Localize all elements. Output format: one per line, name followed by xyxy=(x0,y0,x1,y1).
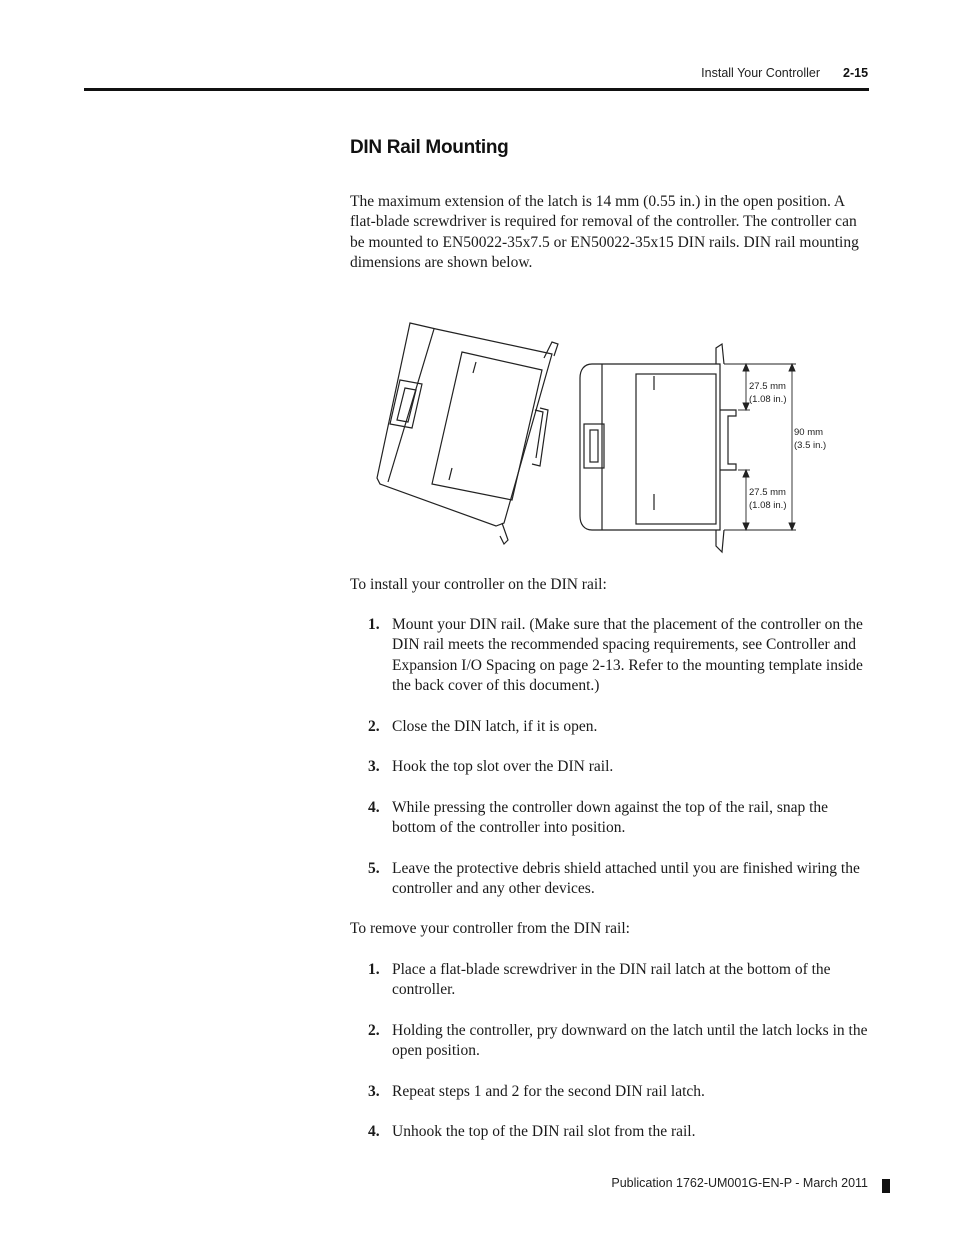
arrow xyxy=(789,364,795,371)
front-latch-top xyxy=(716,344,724,364)
tilted-latch-bottom xyxy=(500,523,508,544)
tilted-connector-inner xyxy=(397,388,416,422)
front-controller-panel xyxy=(636,374,716,524)
section-title: DIN Rail Mounting xyxy=(350,137,509,158)
front-connector-inner xyxy=(590,430,598,462)
arrow xyxy=(743,523,749,530)
tilted-controller-front-edge xyxy=(388,329,434,482)
tilted-controller-panel xyxy=(432,352,542,500)
remove-lead: To remove your controller from the DIN rail: xyxy=(350,920,630,937)
install-step: 1. Mount your DIN rail. (Make sure that the placement of the controller on the DIN rail meets the recommended spacing requirements, see Controller and Expansion I/O Spacing on page 2-13. Refer to the mounting template inside the back cover of this document.) xyxy=(368,616,863,694)
running-header: Install Your Controller xyxy=(701,66,820,80)
page-number: 2-15 xyxy=(843,66,869,80)
dim-bottom-label: 27.5 mm (1.08 in.) xyxy=(749,487,787,511)
din-rail-drawing xyxy=(372,318,852,554)
tilted-panel-slot-bottom xyxy=(449,468,452,480)
remove-step: 1. Place a flat-blade screwdriver in the DIN rail latch at the bottom of the controller. xyxy=(368,961,831,999)
arrow xyxy=(789,523,795,530)
install-step: 4. While pressing the controller down against the top of the rail, snap the bottom of the controller into position. xyxy=(368,799,829,837)
intro-paragraph: The maximum extension of the latch is 14 mm (0.55 in.) in the open position. A flat-blade screwdriver is required for removal of the controller. The controller can be mounted to EN50022-35x7.5 or EN50022-35x15 DIN rails. DIN rail mounting dimensions are shown below. xyxy=(350,193,859,271)
front-rail xyxy=(720,410,736,470)
arrow xyxy=(743,470,749,477)
publication-footer: Publication 1762-UM001G-EN-P - March 2011 xyxy=(611,1176,868,1190)
header-rule xyxy=(84,88,869,91)
remove-step: 2. Holding the controller, pry downward on the latch until the latch locks in the open position. xyxy=(368,1022,868,1060)
front-connector xyxy=(584,424,604,468)
front-latch-bottom xyxy=(716,530,724,552)
footer-edge-mark xyxy=(882,1179,890,1193)
install-lead: To install your controller on the DIN rail: xyxy=(350,576,607,593)
install-step: 2. Close the DIN latch, if it is open. xyxy=(368,718,598,735)
arrow xyxy=(743,364,749,371)
tilted-controller-body xyxy=(372,323,434,476)
front-controller-outline xyxy=(580,364,720,530)
tilted-controller-outline xyxy=(377,323,552,526)
remove-step: 4. Unhook the top of the DIN rail slot from the rail. xyxy=(368,1123,696,1140)
dim-top-label: 27.5 mm (1.08 in.) xyxy=(749,381,787,405)
install-step: 3. Hook the top slot over the DIN rail. xyxy=(368,758,614,775)
remove-step: 3. Repeat steps 1 and 2 for the second DIN rail latch. xyxy=(368,1083,705,1100)
dim-total-label: 90 mm (3.5 in.) xyxy=(794,427,827,451)
tilted-panel-slot-top xyxy=(473,362,476,373)
din-rail-diagram xyxy=(372,318,852,554)
install-step: 5. Leave the protective debris shield attached until you are finished wiring the controller and any other devices. xyxy=(368,860,860,898)
